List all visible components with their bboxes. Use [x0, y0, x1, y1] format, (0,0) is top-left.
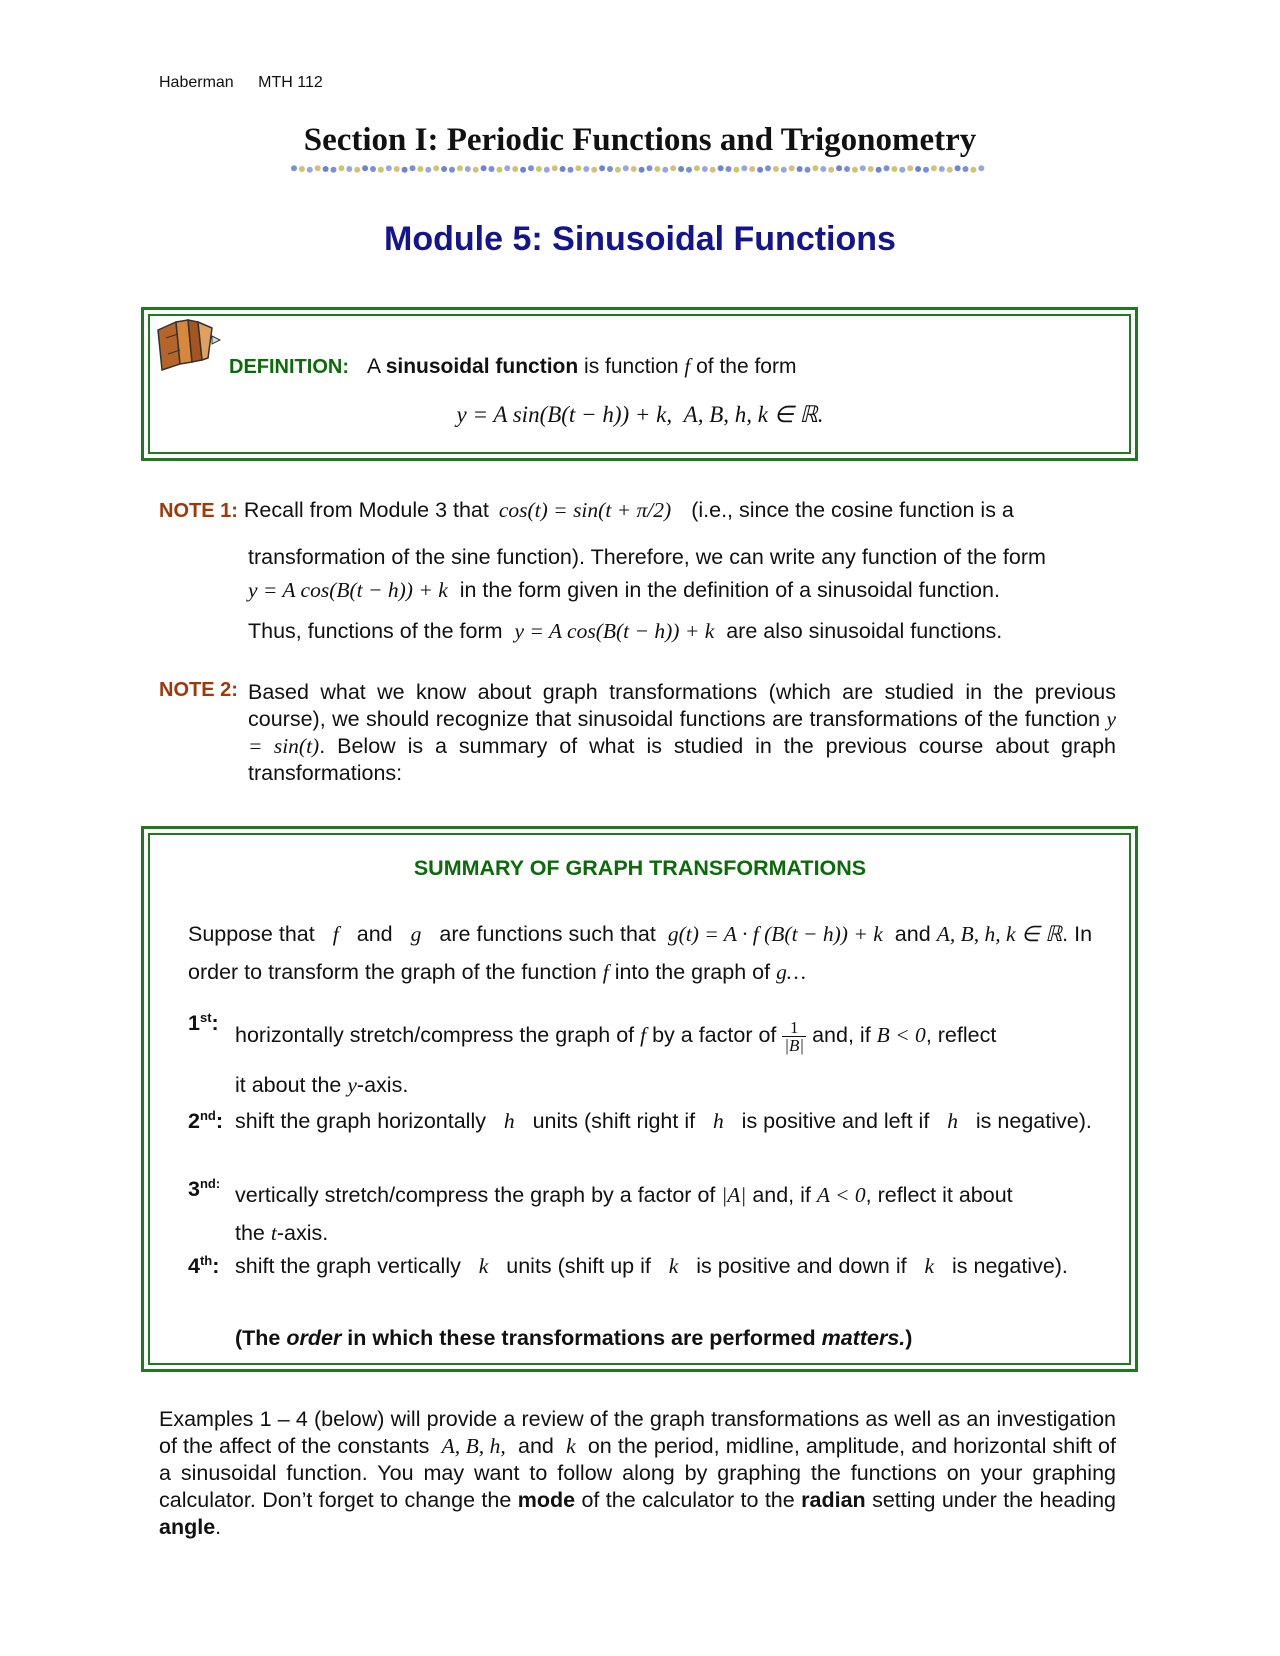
step-1-text-a: horizontally stretch/compress the graph of [235, 1023, 635, 1047]
definition-text-pre: A [367, 355, 386, 378]
step-3-text [235, 1176, 1092, 1252]
step-2-number [188, 1108, 223, 1134]
closing-t3: of the calculator to the [575, 1488, 802, 1512]
intro-f: f [332, 922, 339, 946]
note1-line4-formula: y = A cos(B(t − h)) + k [514, 619, 715, 643]
step-4-text-e: negative). [973, 1254, 1068, 1278]
step-3-text-d: the [235, 1221, 265, 1245]
note1-cos-formula: cos(t) = sin(t + π/2) [498, 498, 672, 522]
intro-3: and [894, 922, 931, 946]
note2-body [248, 679, 1116, 787]
step-2-text-b: units (shift right if [532, 1109, 696, 1133]
step-1-fraction [782, 1019, 806, 1054]
order-note [235, 1326, 912, 1351]
closing-k: k [566, 1434, 576, 1458]
page-header [159, 74, 323, 92]
step-1-text-c: and, if [812, 1023, 871, 1047]
step-2-var-2: h [713, 1109, 724, 1133]
ornament-divider-icon [290, 163, 990, 175]
note2-label: NOTE 2: [159, 679, 238, 701]
closing-t4: setting under the heading [865, 1488, 1117, 1512]
step-1-colon: : [211, 1011, 219, 1036]
step-3-text-a: vertically stretch/compress the graph by a factor of [235, 1183, 716, 1207]
formula-domain: A, B, h, k ∈ ℝ. [683, 402, 824, 427]
step-2-text-e: negative). [997, 1109, 1092, 1133]
step-1-text-d: , reflect [925, 1023, 997, 1047]
note1-line3-formula: y = A cos(B(t − h)) + k [248, 578, 448, 602]
step-1-cond: B < 0 [876, 1023, 926, 1047]
note1-line4 [248, 615, 1118, 648]
step-2-sup: nd [199, 1108, 216, 1123]
definition-term: sinusoidal function [385, 355, 579, 378]
step-2 [188, 1108, 1092, 1168]
intro-4: . In order to transform the graph of the function [188, 922, 1093, 984]
step-4 [188, 1253, 1092, 1313]
header-author: Haberman [159, 74, 234, 91]
note1-line2: transformation of the sine function). Therefore, we can write any function of the form [248, 545, 1046, 569]
step-4-text-c: is positive and down if [696, 1254, 907, 1278]
step-3-number [188, 1176, 220, 1202]
note1-first-line [159, 498, 1014, 523]
definition-text [229, 354, 796, 379]
step-4-text-a: shift the graph vertically [235, 1254, 461, 1278]
step-3-abs-a: |A| [721, 1183, 747, 1207]
step-1-num: 1 [188, 1011, 200, 1036]
books-icon [154, 318, 222, 372]
step-4-num: 4 [188, 1254, 200, 1279]
note2-text-pre: Based what we know about graph transformations (which are studied in the previous course), we should recognize that sinusoidal functions are transformations of the function [248, 680, 1116, 731]
note2-text-post: . Below is a summary of what is studied in the previous course about graph transformations: [248, 734, 1116, 785]
step-3-sup: nd: [199, 1176, 221, 1191]
step-1-sup: st [199, 1010, 212, 1025]
definition-box [141, 307, 1138, 461]
intro-domain: A, B, h, k ∈ ℝ [936, 922, 1063, 946]
step-1-text-e: it about the [235, 1073, 342, 1097]
summary-title: SUMMARY OF GRAPH TRANSFORMATIONS [413, 856, 867, 880]
module-title: Module 5: Sinusoidal Functions [384, 220, 896, 258]
order-pre: (The [235, 1326, 287, 1350]
step-2-text [235, 1108, 1092, 1135]
step-1-text-b: by a factor of [652, 1023, 777, 1047]
step-1 [188, 1010, 1092, 1097]
step-2-text-a: shift the graph horizontally [235, 1109, 486, 1133]
step-2-var: h [503, 1109, 515, 1133]
step-4-number [188, 1253, 219, 1279]
step-2-var-3: h [947, 1109, 958, 1133]
frac-den: |B| [784, 1035, 805, 1055]
order-em: order [286, 1326, 342, 1350]
definition-var: f [684, 354, 691, 378]
intro-g: g [410, 922, 422, 946]
order-em2: matters. [821, 1326, 906, 1350]
header-course: MTH 112 [258, 74, 323, 91]
note1-line3 [248, 574, 1118, 607]
closing-t2: on the period, midline, amplitude, and horizontal shift of a sinusoidal function. You may want to follow along by graphing the functions on your graphing calculator. Don’t forget to change the [159, 1434, 1116, 1512]
note1-line4-post: are also sinusoidal functions. [726, 619, 1003, 643]
step-4-var: k [478, 1254, 489, 1278]
closing-angle: angle [159, 1515, 216, 1539]
step-4-text [235, 1253, 1092, 1280]
intro-1: Suppose that [188, 922, 315, 946]
definition-formula [0, 402, 1280, 428]
intro-formula: g(t) = A · f (B(t − h)) + k [667, 922, 883, 946]
step-2-text-c: is positive and left if [741, 1109, 930, 1133]
step-3-num: 3 [188, 1177, 200, 1202]
definition-text-post: is function [578, 355, 685, 378]
closing-radian: radian [801, 1488, 866, 1512]
definition-text-end: of the form [690, 355, 797, 378]
step-1-text-f: -axis. [356, 1073, 409, 1097]
definition-label: DEFINITION: [229, 356, 349, 378]
step-4-var-3: k [924, 1254, 935, 1278]
note1-line3-post: in the form given in the definition of a sinusoidal function. [459, 578, 1000, 602]
summary-intro [188, 915, 1092, 991]
intro-2: are functions such that [439, 922, 656, 946]
intro-g-end: g… [776, 960, 806, 984]
note1-line1-post: (i.e., since the cosine function is a [691, 498, 1014, 522]
step-4-var-2: k [668, 1254, 679, 1278]
note2-formula: y = sin(t) [248, 707, 1116, 758]
step-3 [188, 1176, 1092, 1256]
step-4-sup: th [199, 1253, 213, 1268]
step-2-num: 2 [188, 1109, 200, 1134]
step-1-var: f [640, 1023, 647, 1047]
formula-main: y = A sin(B(t − h)) + k, [456, 402, 673, 427]
step-1-text [235, 1010, 1092, 1110]
step-3-cond: A < 0 [816, 1183, 866, 1207]
closing-mode: mode [517, 1488, 576, 1512]
section-title: Section I: Periodic Functions and Trigonometry [303, 122, 977, 158]
closing-and: and [517, 1434, 554, 1458]
step-3-text-c: , reflect it about [865, 1183, 1013, 1207]
step-4-text-d: is [951, 1254, 968, 1278]
step-1-axis: y [347, 1073, 357, 1097]
closing-consts: A, B, h, [441, 1434, 506, 1458]
frac-num: 1 [782, 1019, 806, 1037]
closing-paragraph [159, 1406, 1116, 1541]
intro-5: into the graph of [614, 960, 771, 984]
note1-body [248, 541, 1118, 648]
order-end: ) [905, 1326, 913, 1350]
step-3-text-e: -axis. [276, 1221, 329, 1245]
step-4-colon: : [212, 1254, 220, 1279]
order-mid: in which these transformations are performed [341, 1326, 822, 1350]
step-1-number [188, 1010, 219, 1036]
intro-f2: f [602, 960, 609, 984]
step-4-text-b: units (shift up if [506, 1254, 651, 1278]
step-3-axis: t [270, 1221, 277, 1245]
step-2-text-d: is [975, 1109, 992, 1133]
note1-label: NOTE 1: [159, 500, 238, 522]
step-3-text-b: and, if [752, 1183, 811, 1207]
closing-t1: Examples 1 – 4 (below) will provide a review of the graph transformations as well as an investigation of the affect of the constants [159, 1407, 1116, 1458]
note1-line4-pre: Thus, functions of the form [248, 619, 503, 643]
intro-and: and [356, 922, 393, 946]
note1-line1-pre: Recall from Module 3 that [243, 498, 489, 522]
step-2-colon: : [215, 1109, 224, 1134]
closing-t5: . [215, 1515, 222, 1539]
